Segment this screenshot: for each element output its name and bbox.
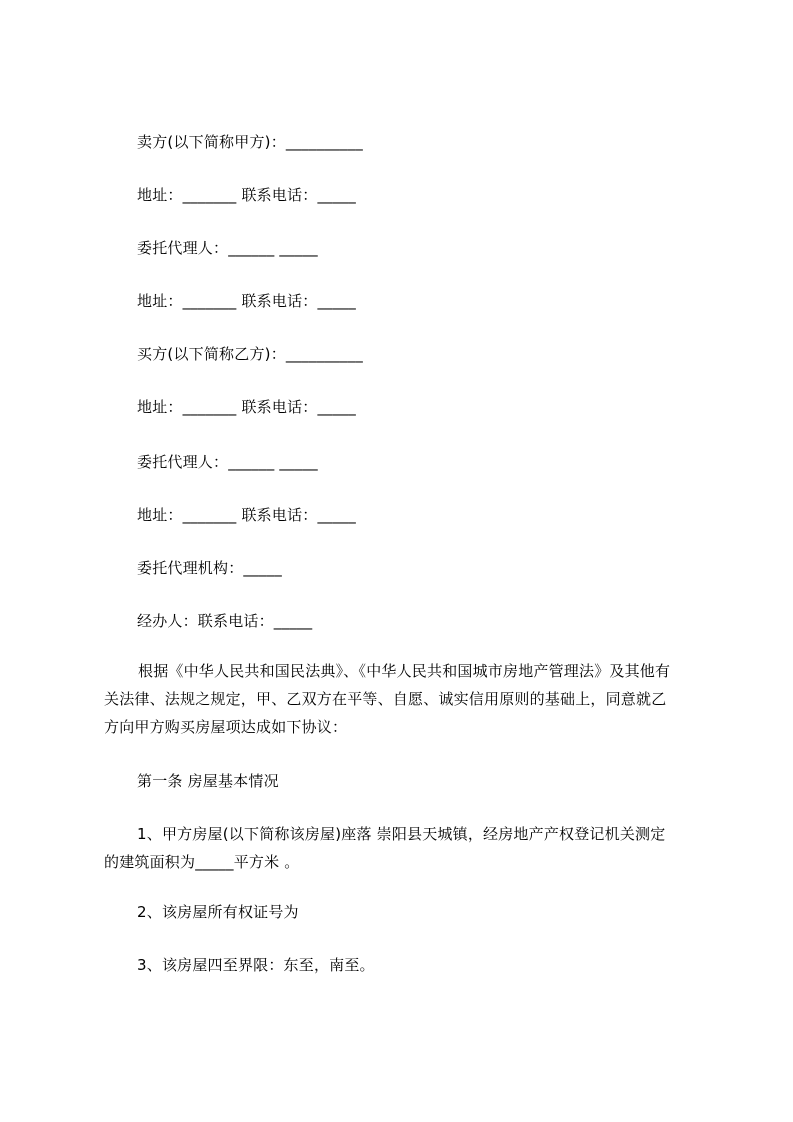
preamble-line: 方向甲方购买房屋项达成如下协议：	[104, 718, 348, 736]
preamble-line: 关法律、法规之规定，甲、乙双方在平等、自愿、诚实信用原则的基础上，同意就乙	[104, 690, 667, 708]
preamble-line: 根据《中华人民共和国民法典》、《中华人民共和国城市房地产管理法》及其他有	[138, 662, 671, 680]
seller-line: 卖方(以下简称甲方)：__________	[137, 133, 363, 151]
buyer-address-line: 地址：_______ 联系电话：_____	[137, 398, 356, 416]
clause-1-line: 的建筑面积为_____平方米 。	[104, 853, 300, 871]
handler-line: 经办人：联系电话：_____	[137, 612, 313, 630]
agency-line: 委托代理机构：_____	[137, 559, 282, 577]
buyer-line: 买方(以下简称乙方)：__________	[137, 345, 363, 363]
seller-agent-address-line: 地址：_______ 联系电话：_____	[137, 292, 356, 310]
clause-3: 3、该房屋四至界限：东至，南至。	[137, 956, 375, 974]
clause-2: 2、该房屋所有权证号为	[137, 903, 299, 921]
preamble-paragraph	[104, 657, 704, 741]
clause-1-line: 1、甲方房屋(以下简称该房屋)座落 崇阳县天城镇，经房地产产权登记机关测定	[137, 825, 666, 843]
buyer-agent-address-line: 地址：_______ 联系电话：_____	[137, 506, 356, 524]
seller-address-line: 地址：_______ 联系电话：_____	[137, 186, 356, 204]
clause-1-paragraph	[104, 820, 704, 876]
article-1-title: 第一条 房屋基本情况	[137, 772, 279, 790]
seller-agent-line: 委托代理人：______ _____	[137, 239, 318, 257]
buyer-agent-line: 委托代理人：______ _____	[137, 453, 318, 471]
